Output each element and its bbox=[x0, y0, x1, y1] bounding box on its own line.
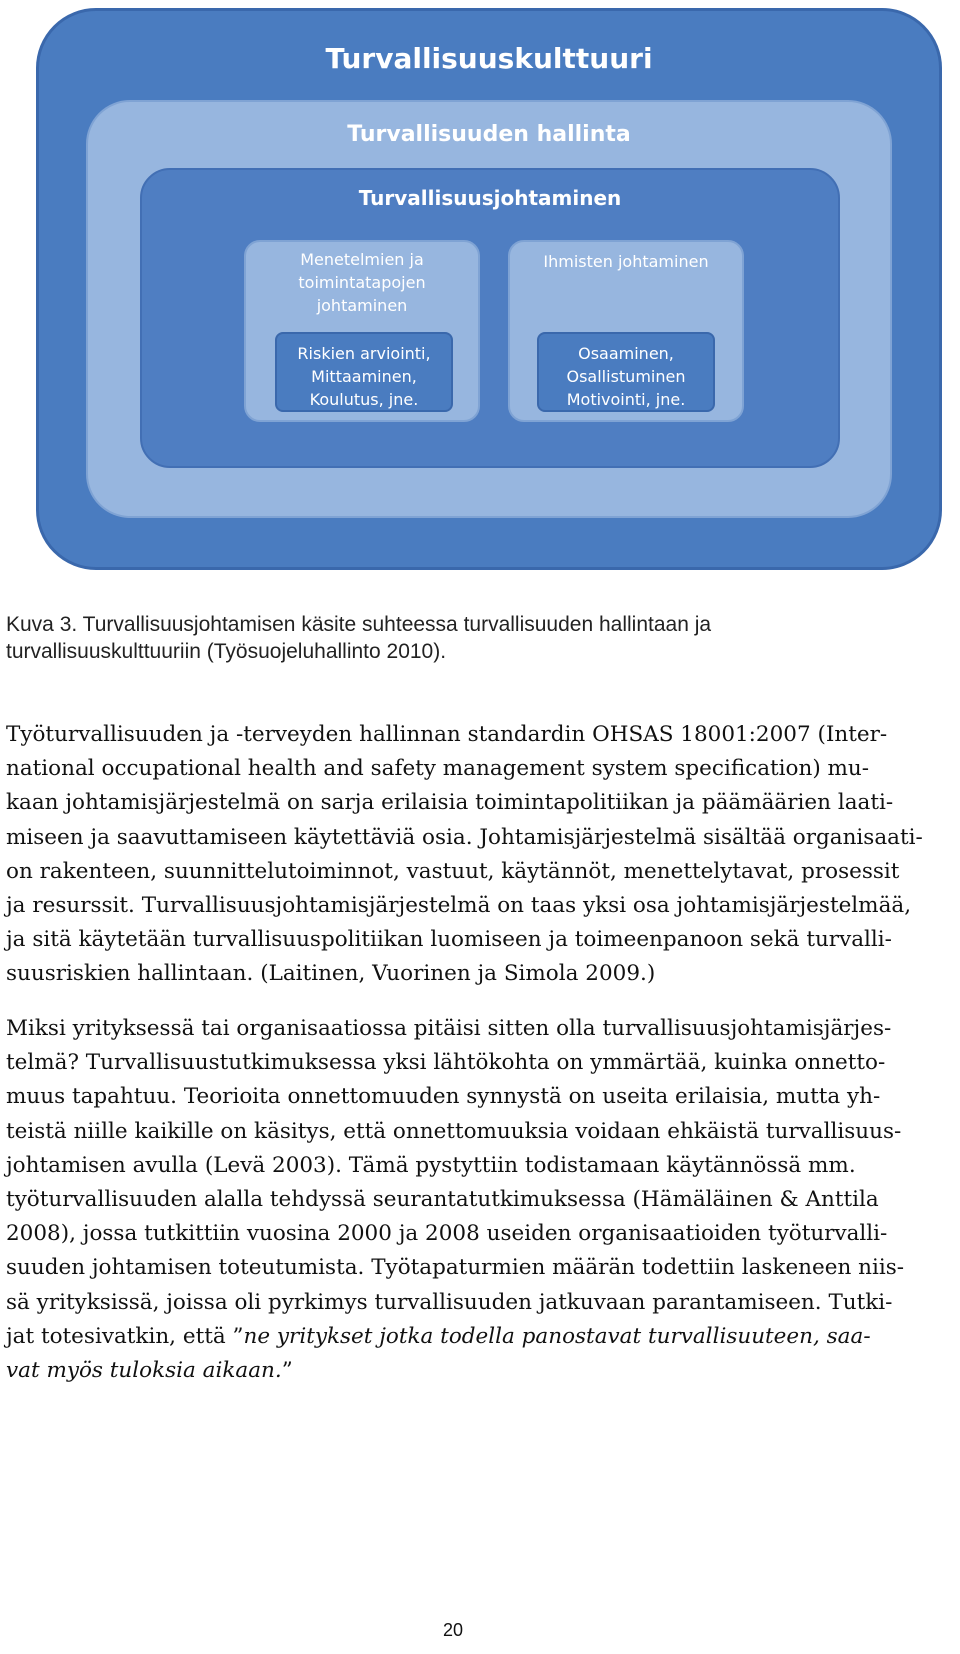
text-line: 2008), jossa tutkittiin vuosina 2000 ja 2008 useiden organisaatioiden työturvalli- bbox=[6, 1221, 888, 1247]
management-title: Turvallisuuden hallinta bbox=[347, 122, 631, 147]
text-line: sä yrityksissä, joissa oli pyrkimys turvallisuuden jatkuvaan parantamiseen. Tutki- bbox=[6, 1289, 893, 1315]
text-line: on rakenteen, suunnittelutoiminnot, vastuut, käytännöt, menettelytavat, prosessit bbox=[6, 858, 900, 884]
page-number: 20 bbox=[442, 1620, 464, 1640]
text-line: työturvallisuuden alalla tehdyssä seurantatutkimuksessa (Hämäläinen & Anttila bbox=[6, 1187, 879, 1213]
text-line: teistä niille kaikille on käsitys, että onnettomuuksia voidaan ehkäistä turvallisuus- bbox=[6, 1118, 902, 1144]
caption-line: Kuva 3. Turvallisuusjohtamisen käsite suhteessa turvallisuuden hallintaan ja bbox=[6, 613, 712, 636]
people-sub-line: Osaaminen, bbox=[578, 344, 674, 363]
text-line: national occupational health and safety management system specification) mu- bbox=[6, 756, 870, 782]
text-line bbox=[6, 1320, 906, 1354]
quote-fragment: ne yritykset jotka todella panostavat turvallisuuteen, saa- bbox=[243, 1323, 871, 1349]
text-line: Työturvallisuuden ja -terveyden hallinnan standardin OHSAS 18001:2007 (Inter- bbox=[6, 722, 888, 747]
text-line: ja sitä käytetään turvallisuuspolitiikan luomiseen ja toimeenpanoon sekä turvalli- bbox=[6, 927, 892, 953]
culture-title: Turvallisuuskulttuuri bbox=[325, 42, 653, 75]
caption-line: turvallisuuskulttuuriin (Työsuojeluhallinto 2010). bbox=[6, 640, 447, 663]
figure-caption bbox=[6, 611, 936, 665]
methods-subbox-label bbox=[275, 342, 453, 411]
text-fragment: jat totesivatkin, että ” bbox=[6, 1323, 244, 1349]
paragraph-ohsas bbox=[6, 718, 923, 992]
methods-sub-line: Koulutus, jne. bbox=[309, 390, 419, 409]
methods-label-line: johtaminen bbox=[316, 296, 408, 315]
methods-sub-line: Mittaaminen, bbox=[311, 367, 417, 386]
people-sub-line: Motivointi, jne. bbox=[566, 390, 686, 409]
text-line: suusriskien hallintaan. (Laitinen, Vuorinen ja Simola 2009.) bbox=[6, 961, 656, 987]
text-line: ja resurssit. Turvallisuusjohtamisjärjestelmä on taas yksi osa johtamisjärjestelmää, bbox=[6, 893, 912, 919]
paragraph-why bbox=[6, 1012, 906, 1388]
text-line: suuden johtamisen toteutumista. Työtapaturmien määrän todettiin laskeneen niis- bbox=[6, 1255, 905, 1281]
text-fragment: ” bbox=[281, 1358, 293, 1384]
text-line: muus tapahtuu. Teorioita onnettomuuden synnystä on useita erilaisia, mutta yh- bbox=[6, 1084, 881, 1110]
leadership-title: Turvallisuusjohtaminen bbox=[358, 186, 622, 210]
people-sub-line: Osallistuminen bbox=[566, 367, 686, 386]
text-line bbox=[6, 1354, 906, 1388]
methods-label-line: toimintatapojen bbox=[298, 273, 426, 292]
quote-fragment: vat myös tuloksia aikaan. bbox=[6, 1358, 282, 1384]
people-subbox-label bbox=[537, 342, 715, 411]
people-label-line: Ihmisten johtaminen bbox=[543, 252, 709, 271]
methods-panel-label bbox=[244, 248, 480, 317]
text-line: miseen ja saavuttamiseen käytettäviä osia. Johtamisjärjestelmä sisältää organisaati- bbox=[6, 824, 923, 850]
text-line: Miksi yrityksessä tai organisaatiossa pitäisi sitten olla turvallisuusjohtamisjärjes- bbox=[6, 1016, 892, 1041]
methods-sub-line: Riskien arviointi, bbox=[297, 344, 431, 363]
people-panel-label bbox=[508, 250, 744, 273]
text-line: johtamisen avulla (Levä 2003). Tämä pystyttiin todistamaan käytännössä mm. bbox=[6, 1152, 856, 1178]
text-line: telmä? Turvallisuustutkimuksessa yksi lähtökohta on ymmärtää, kuinka onnetto- bbox=[6, 1050, 886, 1076]
methods-label-line: Menetelmien ja bbox=[300, 250, 424, 269]
text-line: kaan johtamisjärjestelmä on sarja erilaisia toimintapolitiikan ja päämäärien laati- bbox=[6, 790, 894, 816]
